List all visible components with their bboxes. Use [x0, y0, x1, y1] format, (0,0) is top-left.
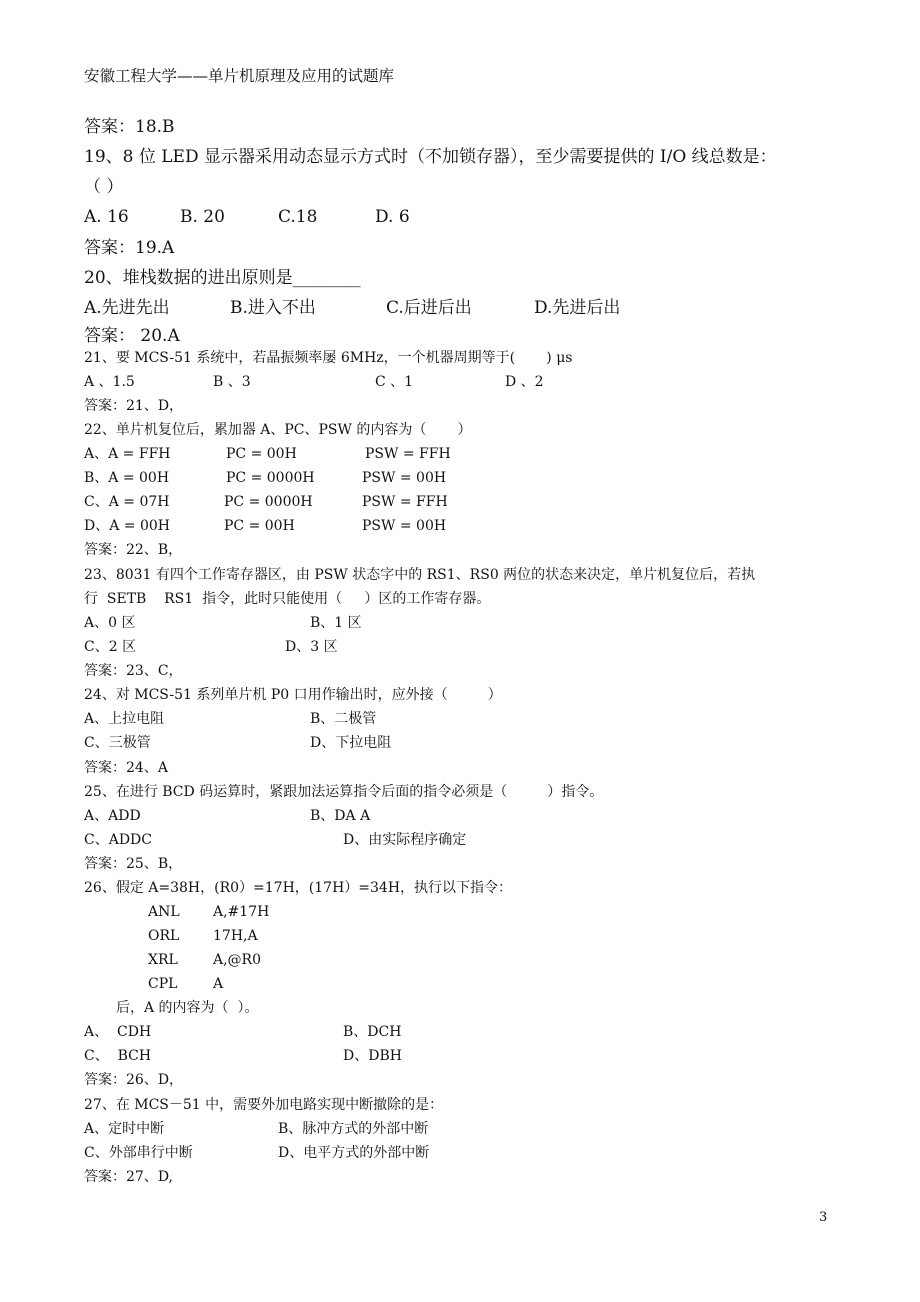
q18-answer: 答案：18.B	[84, 117, 175, 137]
q26-after: 后，A 的内容为（ ）。	[116, 1000, 259, 1016]
q24-stem: 24、对 MCS-51 系列单片机 P0 口用作输出时，应外接（ ）	[84, 687, 502, 703]
q25-answer: 答案：25、B，	[84, 856, 183, 872]
q22-row-b-psw: PSW = 00H	[362, 470, 447, 486]
q26-code-op-2: ORL	[148, 928, 180, 944]
page-header: 安徽工程大学——单片机原理及应用的试题库	[84, 67, 395, 85]
q21-option-d: D 、2	[505, 374, 544, 390]
q22-row-b-pc: PC = 0000H	[226, 470, 315, 486]
q25-option-d: D、由实际程序确定	[343, 832, 467, 848]
q19-option-b: B. 20	[180, 207, 225, 227]
q22-row-d-psw: PSW = 00H	[362, 518, 447, 534]
q26-code-arg-1: A,#17H	[213, 904, 270, 920]
q19-answer: 答案：19.A	[84, 238, 175, 258]
q26-option-b: B、DCH	[343, 1024, 402, 1040]
q23-stem-line2: 行 SETB RS1 指令，此时只能使用（ ）区的工作寄存器。	[84, 591, 491, 607]
q26-stem: 26、假定 A=38H，(R0）=17H，(17H）=34H，执行以下指令：	[84, 880, 513, 896]
q26-code-op-3: XRL	[148, 952, 178, 968]
q19-option-a: A. 16	[84, 207, 129, 227]
q27-option-d: D、电平方式的外部中断	[278, 1145, 430, 1161]
q21-option-c: C 、1	[375, 374, 414, 390]
q21-answer: 答案：21、D，	[84, 398, 184, 414]
q22-row-d-pc: PC = 00H	[224, 518, 295, 534]
q27-option-b: B、脉冲方式的外部中断	[278, 1121, 429, 1137]
q23-option-a: A、0 区	[84, 615, 136, 631]
q21-option-a: A 、1.5	[84, 374, 135, 390]
q24-option-a: A、上拉电阻	[84, 711, 165, 727]
q23-option-d: D、3 区	[285, 639, 338, 655]
q23-stem-line1: 23、8031 有四个工作寄存器区，由 PSW 状态字中的 RS1、RS0 两位的状态来决定，单片机复位后，若执	[84, 567, 756, 583]
q26-answer: 答案：26、D，	[84, 1072, 184, 1088]
q26-option-c: C、 BCH	[84, 1048, 152, 1064]
q24-option-d: D、下拉电阻	[310, 735, 392, 751]
q23-option-c: C、2 区	[84, 639, 137, 655]
q22-stem: 22、单片机复位后，累加器 A、PC、PSW 的内容为（ ）	[84, 422, 472, 438]
q27-answer: 答案：27、D,	[84, 1169, 173, 1185]
q20-option-d: D.先进后出	[534, 298, 621, 318]
q22-row-c-pc: PC = 0000H	[224, 494, 313, 510]
q27-option-c: C、外部串行中断	[84, 1145, 193, 1161]
q23-option-b: B、1 区	[310, 615, 362, 631]
q22-row-a-pc: PC = 00H	[226, 446, 297, 462]
q19-option-c: C.18	[278, 207, 318, 227]
q22-row-a-acc: A、A = FFH	[84, 446, 171, 462]
q20-stem: 20、堆栈数据的进出原则是________	[84, 268, 361, 288]
q24-answer: 答案：24、A	[84, 760, 168, 776]
q22-row-b-acc: B、A = 00H	[84, 470, 170, 486]
q22-answer: 答案：22、B，	[84, 542, 183, 558]
q26-code-arg-2: 17H,A	[213, 928, 258, 944]
q25-option-c: C、ADDC	[84, 832, 152, 848]
q26-code-op-1: ANL	[148, 904, 180, 920]
q19-stem-line1: 19、8 位 LED 显示器采用动态显示方式时（不加锁存器），至少需要提供的 I/O 线总数是：	[84, 147, 777, 167]
q25-option-b: B、DA A	[310, 808, 371, 824]
q22-row-c-psw: PSW = FFH	[362, 494, 448, 510]
q22-row-c-acc: C、A = 07H	[84, 494, 170, 510]
q20-option-b: B.进入不出	[230, 298, 316, 318]
q21-option-b: B 、3	[213, 374, 251, 390]
q23-answer: 答案：23、C，	[84, 663, 183, 679]
q20-answer: 答案： 20.A	[84, 326, 180, 346]
q24-option-c: C、三极管	[84, 735, 151, 751]
q26-code-op-4: CPL	[148, 976, 178, 992]
q25-option-a: A、ADD	[84, 808, 141, 824]
q19-stem-line2: （ ）	[84, 177, 124, 197]
q25-stem: 25、在进行 BCD 码运算时，紧跟加法运算指令后面的指令必须是（ ）指令。	[84, 784, 604, 800]
q26-code-arg-4: A	[213, 976, 224, 992]
q22-row-d-acc: D、A = 00H	[84, 518, 170, 534]
q19-option-d: D. 6	[375, 207, 410, 227]
q20-option-c: C.后进后出	[386, 298, 472, 318]
q26-option-a: A、 CDH	[84, 1024, 152, 1040]
q26-option-d: D、DBH	[343, 1048, 402, 1064]
q24-option-b: B、二极管	[310, 711, 377, 727]
q26-code-arg-3: A,@R0	[213, 952, 262, 968]
q21-stem: 21、要 MCS-51 系统中，若晶振频率屡 6MHz，一个机器周期等于( ) μs	[84, 350, 573, 366]
q22-row-a-psw: PSW = FFH	[365, 446, 451, 462]
q20-option-a: A.先进先出	[84, 298, 170, 318]
q27-stem: 27、在 MCS－51 中，需要外加电路实现中断撤除的是：	[84, 1097, 444, 1113]
q27-option-a: A、定时中断	[84, 1121, 165, 1137]
page-number: 3	[819, 1210, 828, 1225]
